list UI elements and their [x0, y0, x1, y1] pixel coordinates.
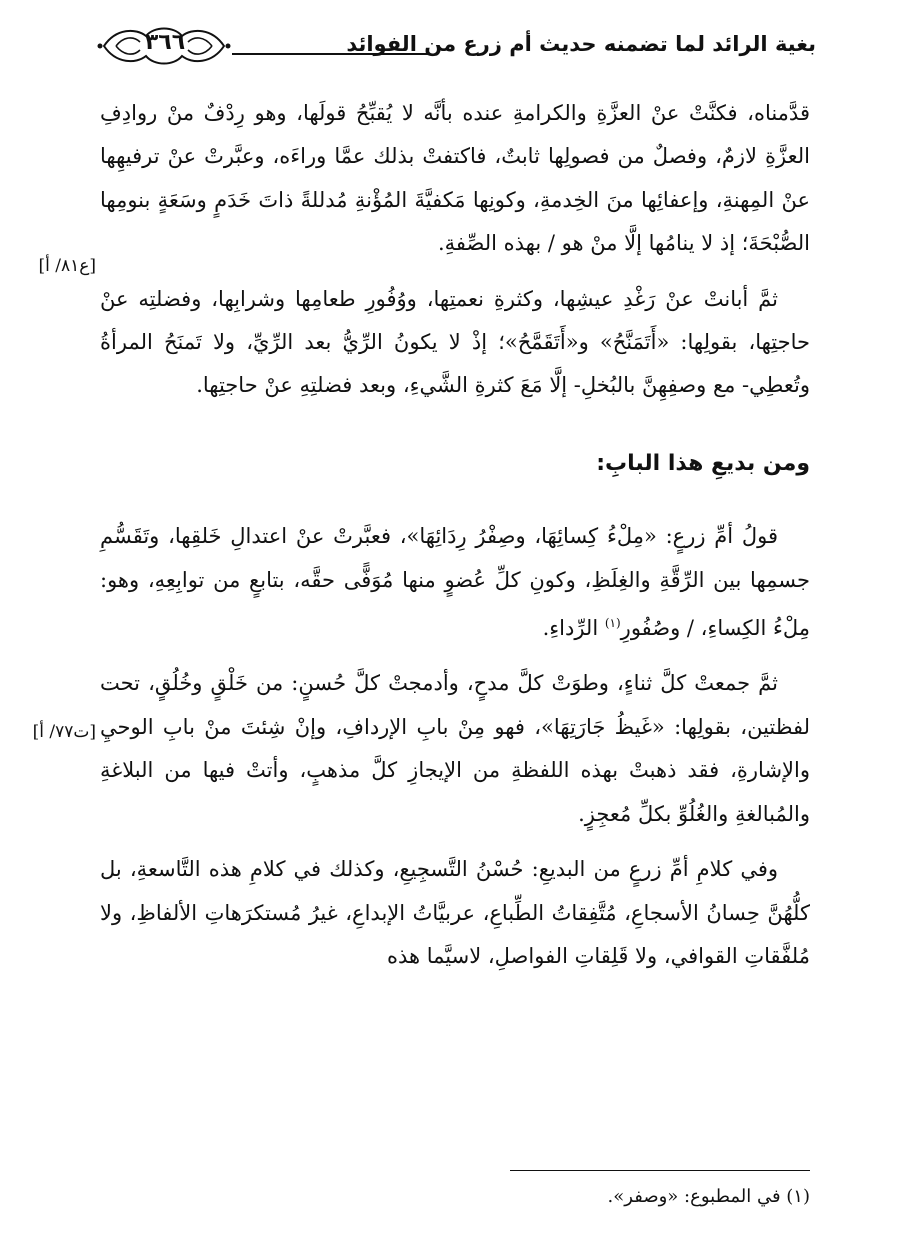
page-header: [96, 18, 816, 76]
paragraph-text: قولُ أمِّ زرعٍ: «مِلْءُ كِسائِهَا، وصِفْرُ رِدَائِهَا»، فعبَّرتْ عنْ اعتدالِ خَلقِها، وتَقَسُّمِ جسمِها بين الرِّقَّةِ والغِلَظِ، وكونِ كلِّ عُضوٍ منها مُوَفًّى حقَّه، بتابعٍ من توابِعِهِ، وهو: مِلْءُ الكِساءِ، / وصُفُورِ: [100, 524, 810, 641]
footnote-rule: [510, 1170, 810, 1171]
paragraph: وفي كلامِ أمِّ زرعٍ من البديعِ: حُسْنُ التَّسجِيعِ، وكذلك في كلامِ هذه التَّاسعةِ، بل كلُّهُنَّ حِسانُ الأسجاعِ، مُتَّفِقاتُ الطِّباعِ، عربيَّاتُ الإبداعِ، غيرُ مُستكرَهاتِ الألفاظِ، ولا مُلفَّقاتِ القوافي، ولا قَلِقاتِ الفواصلِ، لاسيَّما هذه: [100, 857, 810, 968]
paragraph-text: الرِّداءِ.: [542, 616, 605, 641]
page-number: ٣٦٦: [144, 30, 186, 55]
running-title: بغية الرائد لما تضمنه حديث أم زرع من الفوائد: [346, 32, 816, 56]
margin-note-manuscript-ref: [ت٧٧/ أ]: [32, 722, 96, 742]
paragraph: [100, 515, 810, 650]
paragraph: ثمَّ جمعتْ كلَّ ثناءٍ، وطوَتْ كلَّ مدحٍ، وأدمجتْ كلَّ حُسنٍ: من خَلْقٍ وخُلُقٍ، تحت لفظتين، بقولِها: «غَيظُ جَارَتِهَا»، فهو مِنْ بابِ الإردافِ، وإنْ شِئتَ منْ بابِ الوحيِ والإشارةِ، فقد ذهبتْ بهذه اللفظةِ من الإيجازِ كلَّ مذهبٍ، وأتتْ فيها من البلاغةِ والمُبالغةِ والغُلُوِّ بكلِّ مُعجِزٍ.: [100, 671, 810, 826]
body-text: [100, 92, 810, 990]
margin-note-manuscript-ref: [ع٨١/ أ]: [38, 256, 96, 276]
footnote: (١) في المطبوع: «وصفر».: [607, 1186, 810, 1207]
paragraph: ثمَّ أبانتْ عنْ رَغْدِ عيشِها، وكثرةِ نعمتِها، ووُفُورِ طعامِها وشرابِها، وفضلتِه عنْ حاجتِها، بقولِها: «أَتَمَنَّحُ» و«أَتَقَمَّحُ»؛ إذْ لا يكونُ الرِّيُّ بعد الرِّيِّ، ولا تَمنَحُ المرأةُ وتُعطِي- مع وصفِهِنَّ بالبُخلِ- إلَّا مَعَ كثرةِ الشَّيءِ، وبعد فضلتِهِ عنْ حاجتِها.: [100, 286, 810, 398]
footnote-reference: (١): [604, 616, 621, 631]
paragraph: قدَّمناه، فكنَّتْ عنْ العزَّةِ والكرامةِ عنده بأنَّه لا يُقبِّحُ قولَها، وهو رِدْفٌ منْ روادِفِ العزَّةِ لازمٌ، وفصلٌ من فصولِها ثابتٌ، فاكتفتْ بذلك عمَّا وراءَه، وعبَّرتْ عنْ ترفيهِها عنْ المِهنةِ، وإعفائِها منَ الخِدمةِ، وكونِها مَكفيَّةَ المُؤْنةِ مُدللةً ذاتَ خَدَمٍ وسَعَةٍ بنومِها الصُّبْحَةَ؛ إذ لا ينامُها إلَّا منْ هو / بهذه الصِّفةِ.: [100, 101, 810, 256]
header-rule: [232, 53, 428, 55]
section-subheading: ومن بديعِ هذا البابِ:: [596, 450, 810, 476]
